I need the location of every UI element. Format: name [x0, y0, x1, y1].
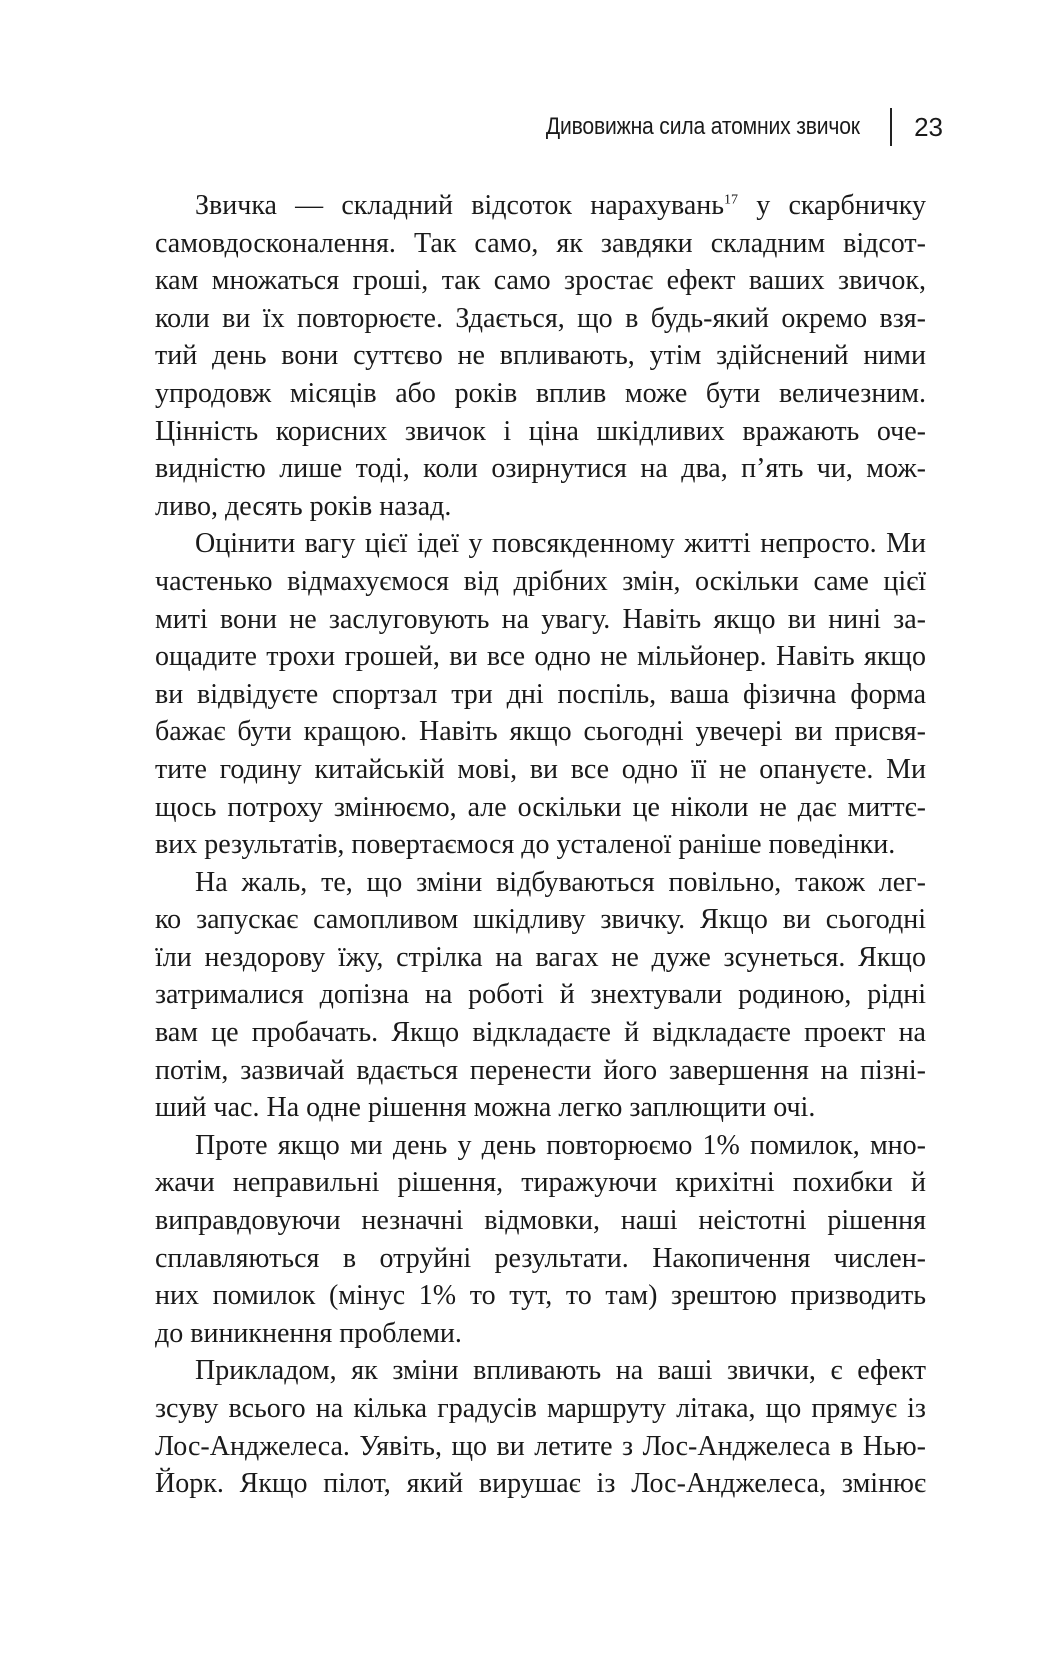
running-title: Дивовижна сила атомних звичок: [546, 113, 861, 140]
text-line: Прикладом, як зміни впливають на ваші звички, є ефект: [195, 1355, 926, 1387]
text-line: зсуву всього на кілька градусів маршруту літака, що прямує із: [155, 1393, 926, 1424]
text-line: затрималися допізна на роботі й знехтували родиною, рідні: [155, 979, 926, 1011]
text-line: жачи неправильні рішення, тиражуючи крихітні похибки й: [155, 1167, 926, 1199]
text-line: тите годину китайській мові, ви все одно її не опануєте. Ми: [155, 753, 926, 785]
text-line: тий день вони суттєво не впливають, утім здійснений ними: [155, 340, 926, 372]
text-line: їли нездорову їжу, стрілка на вагах не дуже зсунеться. Якщо: [155, 941, 926, 973]
page-number: 23: [914, 111, 943, 142]
body-text: [115, 187, 926, 1503]
text-line: ший час. На одне рішення можна легко заплющити очі.: [155, 1092, 816, 1124]
text-line: Йорк. Якщо пілот, який вирушає із Лос-Анджелеса, змінює: [155, 1468, 926, 1500]
text-line: Лос-Анджелеса. Уявіть, що ви летите з Лос-Анджелеса в Нью-: [155, 1430, 926, 1462]
footnote-ref[interactable]: 17: [724, 192, 739, 208]
header-divider: [890, 108, 892, 146]
text-line: миті вони не заслуговують на увагу. Навіть якщо ви нині за-: [155, 603, 926, 635]
text-line: На жаль, те, що зміни відбуваються повільно, також лег-: [195, 866, 926, 898]
text-line: вих результатів, повертаємося до усталеної раніше поведінки.: [155, 829, 896, 861]
paragraph-4: [115, 1127, 926, 1353]
text-line: Оцінити вагу цієї ідеї у повсякденному житті непросто. Ми: [195, 528, 926, 560]
text-line: потім, зазвичай вдається перенести його завершення на пізні-: [155, 1054, 926, 1086]
text-line: видністю лише тоді, коли озирнутися на два, п’ять чи, мож-: [155, 453, 926, 485]
paragraph-1: [115, 187, 926, 525]
paragraph-2: [115, 525, 926, 863]
text-line: ощадите трохи грошей, ви все одно не мільйонер. Навіть якщо: [155, 641, 926, 673]
text-line: упродовж місяців або років вплив може бути величезним.: [155, 377, 926, 409]
text-line: кам множаться гроші, так само зростає ефект ваших звичок,: [155, 265, 926, 297]
text-line: Цінність корисних звичок і ціна шкідливих вражають оче-: [155, 415, 926, 447]
running-head: [503, 108, 943, 146]
text-line: Звичка — складний відсоток нарахувань$^{17}$ у скарбничку: [195, 190, 926, 221]
text-line: вам це пробачать. Якщо відкладаєте й відкладаєте проект на: [155, 1017, 926, 1049]
text-line: бажає бути кращою. Навіть якщо сьогодні увечері ви присвя-: [155, 716, 926, 748]
text-line: частенько відмахуємося від дрібних змін, оскільки саме цієї: [155, 565, 926, 597]
text-line: самовдосконалення. Так само, як завдяки складним відсот-: [155, 227, 926, 259]
paragraph-3: [115, 864, 926, 1127]
text-line: до виникнення проблеми.: [155, 1317, 462, 1349]
text-line: коли ви їх повторюєте. Здається, що в будь-який окремо взя-: [155, 302, 926, 334]
text-line: щось потроху змінюємо, але оскільки це ніколи не дає миттє-: [155, 791, 926, 823]
text-line: сплавляються в отруйні результати. Накопичення числен-: [155, 1242, 926, 1274]
text-line: виправдовуючи незначні відмовки, наші неістотні рішення: [155, 1205, 926, 1237]
paragraph-5: [115, 1352, 926, 1502]
text-line: ливо, десять років назад.: [155, 490, 452, 522]
text-line: ко запускає самопливом шкідливу звичку. Якщо ви сьогодні: [155, 904, 926, 936]
text-line: Проте якщо ми день у день повторюємо 1% помилок, мно-: [195, 1129, 926, 1161]
text-line: них помилок (мінус 1% то тут, то там) зрештою призводить: [155, 1280, 926, 1312]
text-line: ви відвідуєте спортзал три дні поспіль, ваша фізична форма: [155, 678, 926, 710]
